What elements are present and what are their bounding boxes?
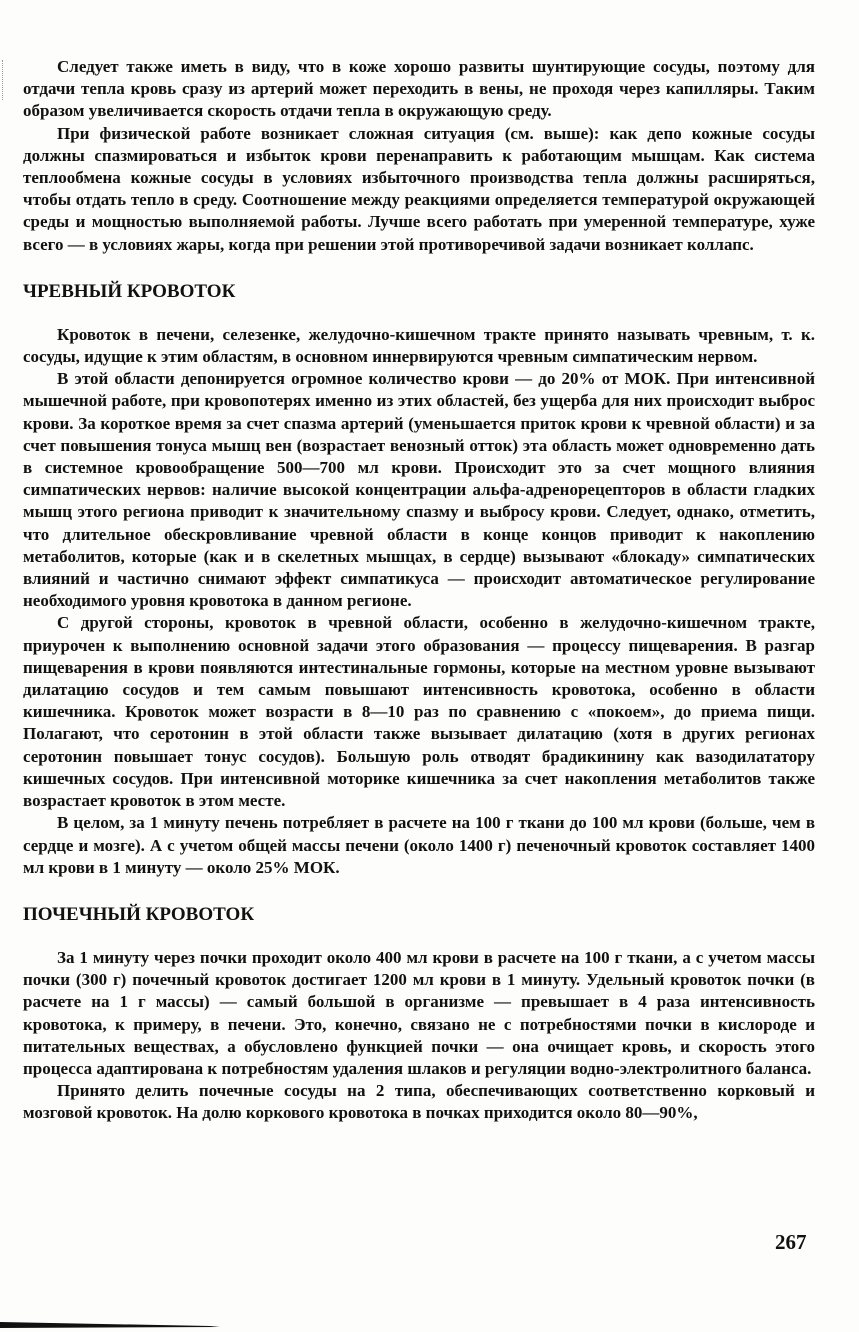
paragraph: За 1 минуту через почки проходит около 400 мл крови в расчете на 100 г ткани, а с учетом массы почки (300 г) почечный кровоток достигает 1200 мл крови в 1 минуту. Удельный кровоток почки (в расчете на 1 г массы) — самый большой в организме — превышает в 4 раза интенсивность кровотока, к примеру, в печени. Это, конечно, связано не с потребностями почки в кислороде и питательных веществах, а обусловлено функцией почки — она очищает кровь, и скорость этого процесса адаптирована к потребностям удаления шлаков и регуляции водно-электролитного баланса. [23, 947, 815, 1078]
paragraph: В этой области депонируется огромное количество крови — до 20% от МОК. При интенсивной мышечной работе, при кровопотерях именно из этих областей, без ущерба для них происходит выброс крови. За короткое время за счет спазма артерий (уменьшается приток крови к чревной области) и за счет повышения тонуса мышц вен (возрастает венозный отток) эта область может одновременно дать в системное кровообращение 500—700 мл крови. Происходит это за счет мощного влияния симпатических нервов: наличие высокой концентрации альфа-адренорецепторов в области гладких мышц этого региона приводит к значительному спазму и выбросу крови. Следует, однако, отметить, что длительное обескровливание чревной области в конце концов приводит к накоплению метаболитов, которые (как и в скелетных мышцах, в сердце) вызывают «блокаду» симпатических влияний и частично снимают эффект симпатикуса — происходит автоматическое регулирование необходимого уровня кровотока в данном регионе. [23, 369, 815, 611]
paragraph: Кровоток в печени, селезенке, желудочно-кишечном тракте принято называть чревным, т. к. сосуды, идущие к этим областям, в основном иннервируются чревным симпатическим нервом. [23, 324, 815, 367]
scan-edge-mark [2, 60, 6, 100]
section-heading-celiac: ЧРЕВНЫЙ КРОВОТОК [23, 280, 236, 302]
scan-bottom-stroke [0, 1320, 220, 1328]
paragraph: Принято делить почечные сосуды на 2 типа, обеспечивающих соответственно корковый и мозговой кровоток. На долю коркового кровотока в почках приходится около 80—90%, [23, 1081, 815, 1123]
paragraph: Следует также иметь в виду, что в коже хорошо развиты шунтирующие сосуды, поэтому для отдачи тепла кровь сразу из артерий может переходить в вены, не проходя через капилляры. Таким образом увеличивается скорость отдачи тепла в окружающую среду. [23, 57, 815, 121]
page-number: 267 [775, 1230, 807, 1254]
page-body [23, 56, 815, 1125]
paragraph: С другой стороны, кровоток в чревной области, особенно в желудочно-кишечном тракте, приурочен к выполнению основной задачи этого образования — процессу пищеварения. В разгар пищеварения в крови появляются интестинальные гормоны, которые на местном уровне вызывают дилатацию сосудов и тем самым повышают интенсивность кровотока, особенно в области кишечника. Кровоток может возрасти в 8—10 раз по сравнению с «покоем», до приема пищи. Полагают, что серотонин в этой области также вызывает дилатацию (хотя в других регионах серотонин повышает тонус сосудов). Большую роль отводят брадикинину как вазодилататору кишечных сосудов. При интенсивной моторике кишечника за счет накопления метаболитов также возрастает кровоток в этом месте. [23, 613, 815, 811]
paragraph: В целом, за 1 минуту печень потребляет в расчете на 100 г ткани до 100 мл крови (больше, чем в сердце и мозге). А с учетом общей массы печени (около 1400 г) печеночный кровоток составляет 1400 мл крови в 1 минуту — около 25% МОК. [23, 813, 815, 877]
section-heading-renal: ПОЧЕЧНЫЙ КРОВОТОК [23, 903, 255, 925]
paragraph: При физической работе возникает сложная ситуация (см. выше): как депо кожные сосуды должны спазмироваться и избыток крови перенаправить к работающим мышцам. Как система теплообмена кожные сосуды в условиях избыточного производства тепла должны расширяться, чтобы отдать тепло в среду. Соотношение между реакциями определяется температурой окружающей среды и мощностью выполняемой работы. Лучше всего работать при умеренной температуре, хуже всего — в условиях жары, когда при решении этой противоречивой задачи возникает коллапс. [23, 123, 815, 254]
